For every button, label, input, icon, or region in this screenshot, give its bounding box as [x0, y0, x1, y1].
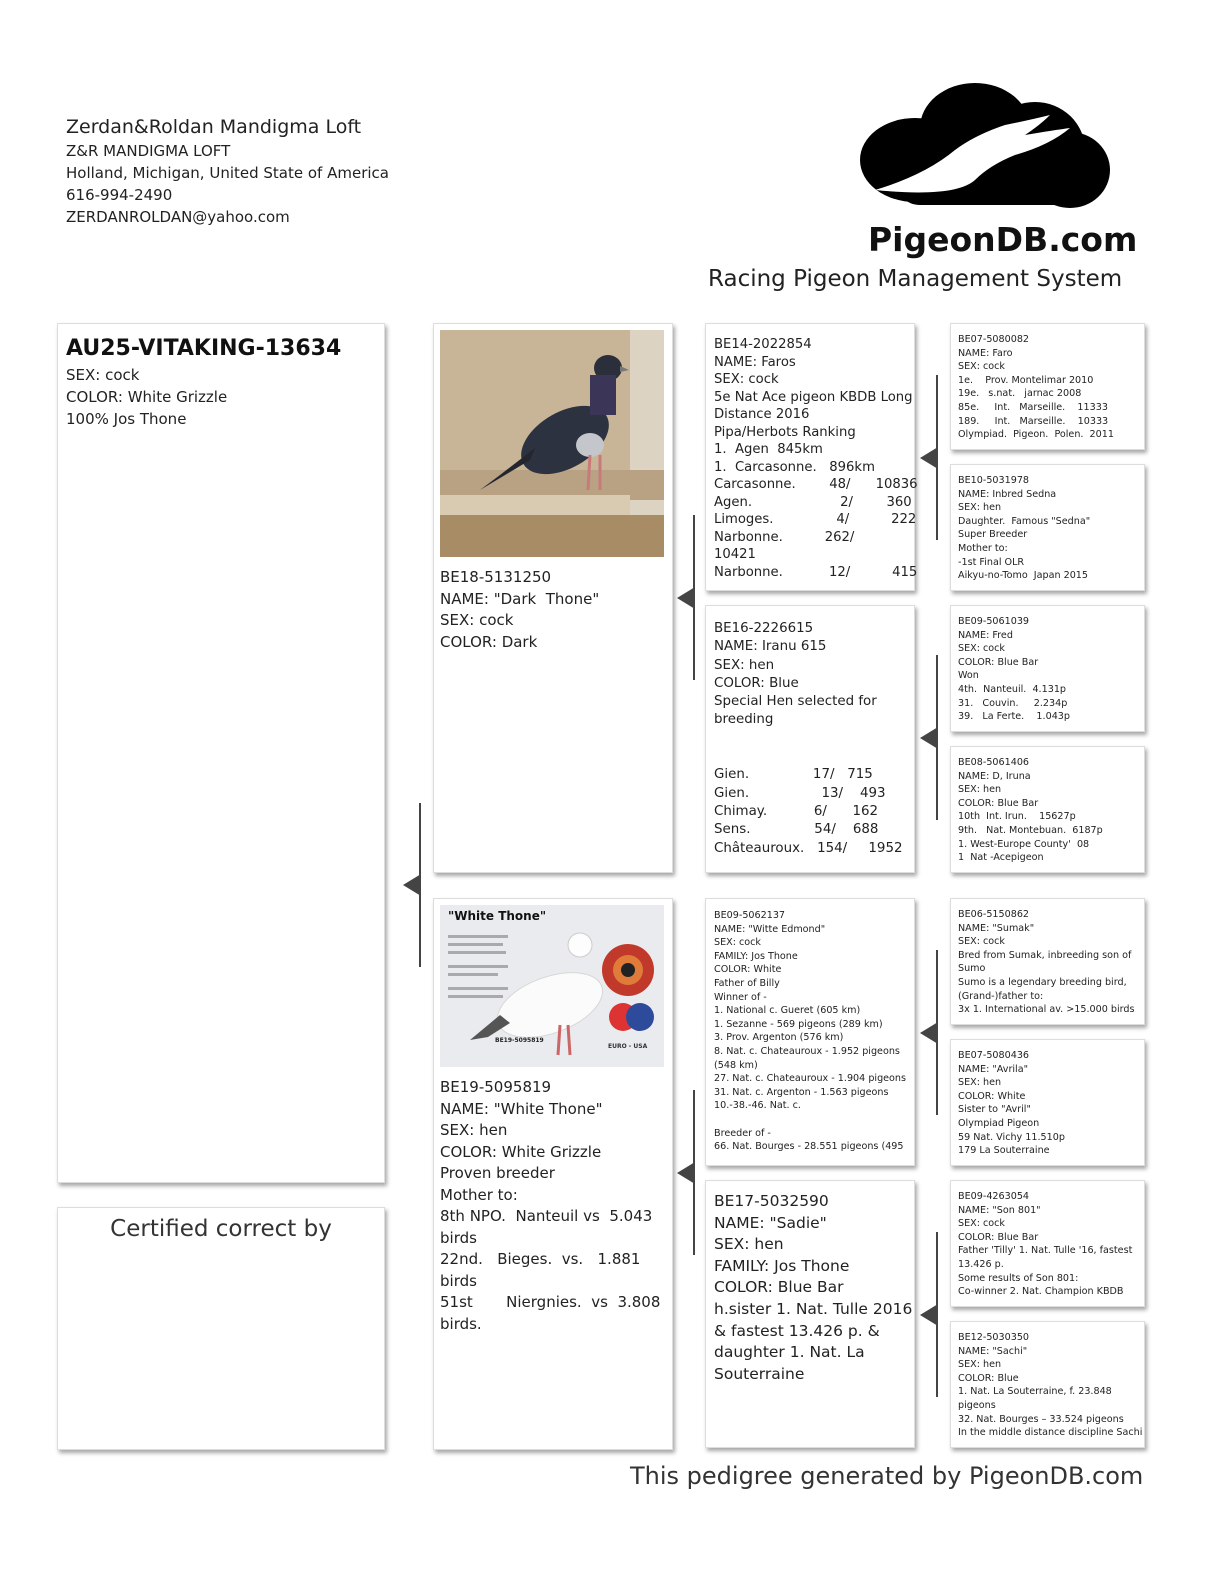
ggp-line: SEX: cock — [958, 361, 1005, 373]
ggp-line: 1e. Prov. Montelimar 2010 — [958, 374, 1094, 386]
ggp-line: 3x 1. International av. >15.000 birds — [958, 1004, 1135, 1016]
great-grandparent-card — [950, 746, 1145, 873]
bracket-arrow — [920, 727, 938, 749]
gp-line: 10421 — [714, 547, 756, 562]
sire-card — [433, 323, 673, 873]
gp-line: Special Hen selected for — [714, 694, 877, 710]
cloud-pigeon-logo-icon — [855, 80, 1115, 215]
ggp-line: 1. Nat. La Souterraine, f. 23.848 — [958, 1386, 1112, 1398]
ggp-line: Sumo is a legendary breeding bird, — [958, 976, 1127, 988]
great-grandparent-card — [950, 1321, 1145, 1448]
ggp-line: Daughter. Famous "Sedna" — [958, 515, 1091, 527]
gp-line: COLOR: Blue Bar — [714, 1278, 844, 1297]
ggp-line: 19e. s.nat. jarnac 2008 — [958, 388, 1082, 400]
subject-line: SEX: cock — [66, 366, 140, 384]
dam-line: birds — [440, 1271, 477, 1290]
ggp-line: Father 'Tilly' 1. Nat. Tulle '16, fastest — [958, 1245, 1133, 1257]
subject-card — [57, 323, 385, 1183]
ggp-line: NAME: Fred — [958, 629, 1013, 641]
gp-line: 31. Nat. c. Argenton - 1.563 pigeons — [714, 1086, 889, 1098]
loft-short-name: Z&R MANDIGMA LOFT — [66, 142, 231, 160]
dam-line: 51st Niergnies. vs 3.808 — [440, 1293, 661, 1311]
loft-name: Zerdan&Roldan Mandigma Loft — [66, 116, 362, 138]
dam-photo-title: "White Thone" — [448, 909, 547, 923]
ggp-line: SEX: cock — [958, 936, 1005, 948]
gp-line: Souterraine — [714, 1364, 805, 1383]
sire-line: BE18-5131250 — [440, 568, 552, 586]
gp-line: breeding — [714, 712, 774, 728]
ggp-line: Some results of Son 801: — [958, 1272, 1079, 1284]
gp-line: Narbonne. 262/ — [714, 529, 855, 545]
ggp-line: pigeons — [958, 1399, 996, 1411]
gp-line: 1. National c. Gueret (605 km) — [714, 1005, 861, 1017]
dam-line: BE19-5095819 — [440, 1078, 552, 1096]
gp-line: NAME: "Witte Edmond" — [714, 923, 826, 935]
owner-info — [66, 114, 389, 228]
ggp-line: Aikyu-no-Tomo Japan 2015 — [958, 570, 1089, 582]
gp-line: SEX: cock — [714, 372, 779, 387]
sire-photo — [440, 330, 664, 557]
dam-line: 22nd. Bieges. vs. 1.881 — [440, 1250, 641, 1268]
ggp-line: Olympiad. Pigeon. Polen. 2011 — [958, 429, 1114, 441]
gp-line: SEX: cock — [714, 937, 761, 949]
ggp-line: In the middle distance discipline Sachi — [958, 1427, 1143, 1439]
ggp-line: Mother to: — [958, 542, 1008, 554]
gp-line: SEX: hen — [714, 657, 775, 673]
great-grandparent-card — [950, 323, 1145, 450]
ggp-line: 10th Int. Irun. 15627p — [958, 811, 1076, 823]
ggp-line: 1. West-Europe County' 08 — [958, 838, 1090, 850]
dam-card — [433, 898, 673, 1450]
pigeondb-logo — [700, 80, 1138, 300]
ggp-line: 32. Nat. Bourges – 33.524 pigeons — [958, 1413, 1124, 1425]
dam-photo — [440, 905, 664, 1067]
grandsire-sire-card — [705, 323, 918, 591]
gp-line: NAME: "Sadie" — [714, 1213, 827, 1232]
dam-line: birds — [440, 1228, 477, 1247]
granddam-sire-card — [705, 605, 915, 873]
gp-line: 3. Prov. Argenton (576 km) — [714, 1032, 844, 1044]
dam-line: Mother to: — [440, 1185, 518, 1204]
gp-line: 66. Nat. Bourges - 28.551 pigeons (495 — [714, 1141, 904, 1153]
gp-line — [714, 1113, 906, 1127]
ggp-line: 59 Nat. Vichy 11.510p — [958, 1131, 1065, 1143]
ggp-line: BE07-5080082 — [958, 334, 1030, 345]
ggp-line: 4th. Nanteuil. 4.131p — [958, 683, 1067, 695]
loft-email: ZERDANROLDAN@yahoo.com — [66, 208, 290, 226]
ggp-line: 1 Nat -Acepigeon — [958, 852, 1044, 864]
dam-line: 8th NPO. Nanteuil vs 5.043 — [440, 1207, 653, 1225]
ggp-line: Co-winner 2. Nat. Champion KBDB — [958, 1286, 1124, 1298]
ggp-line: NAME: Inbred Sedna — [958, 488, 1057, 500]
gp-line: 1. Carcasonne. 896km — [714, 459, 875, 475]
dam-line: SEX: hen — [440, 1121, 508, 1139]
ggp-line: SEX: hen — [958, 502, 1002, 514]
subject-line: COLOR: White Grizzle — [66, 388, 228, 406]
bracket-arrow — [677, 1162, 695, 1184]
gp-line: BE17-5032590 — [714, 1192, 829, 1210]
gp-line — [714, 748, 906, 766]
gp-line: FAMILY: Jos Thone — [714, 1256, 850, 1275]
bracket-arrow — [920, 447, 938, 469]
ggp-line: SEX: hen — [958, 784, 1002, 796]
ggp-line: BE10-5031978 — [958, 475, 1030, 486]
ggp-line: BE09-5061039 — [958, 616, 1030, 627]
certification-box — [57, 1207, 385, 1450]
ggp-line: 85e. Int. Marseille. 11333 — [958, 401, 1108, 413]
dam-info — [440, 1077, 666, 1335]
gp-line: & fastest 13.426 p. & — [714, 1321, 880, 1340]
gp-line: daughter 1. Nat. La — [714, 1343, 865, 1362]
ggp-line: BE09-4263054 — [958, 1191, 1030, 1202]
gp-line: (548 km) — [714, 1059, 758, 1071]
ggp-line: COLOR: Blue Bar — [958, 797, 1039, 809]
gp-line: Pipa/Herbots Ranking — [714, 424, 856, 440]
bracket-arrow — [677, 587, 695, 609]
ggp-line: 189. Int. Marseille. 10333 — [958, 415, 1109, 427]
gp-line: BE09-5062137 — [714, 910, 786, 921]
gp-line — [714, 730, 906, 748]
ggp-line: NAME: D, Iruna — [958, 770, 1031, 782]
gp-line: NAME: Faros — [714, 354, 796, 370]
great-grandparent-card — [950, 898, 1145, 1025]
subject-ring-number: AU25-VITAKING-13634 — [66, 336, 342, 361]
ggp-line: BE12-5030350 — [958, 1332, 1030, 1343]
gp-line: h.sister 1. Nat. Tulle 2016 — [714, 1299, 913, 1318]
ggp-line: SEX: hen — [958, 1359, 1002, 1371]
ggp-line: SEX: cock — [958, 1218, 1005, 1230]
gp-line: Sens. 54/ 688 — [714, 822, 879, 838]
dam-line: COLOR: White Grizzle — [440, 1142, 602, 1161]
great-grandparent-card — [950, 1039, 1145, 1166]
logo-tagline: Racing Pigeon Management System — [708, 266, 1123, 292]
ggp-line: COLOR: White — [958, 1090, 1026, 1102]
gp-line: Distance 2016 — [714, 407, 810, 422]
gp-line: 27. Nat. c. Chateauroux - 1.904 pigeons — [714, 1073, 907, 1085]
great-grandparent-card — [950, 605, 1145, 732]
great-grandparent-card — [950, 464, 1145, 591]
logo-wordmark: PigeonDB.com — [868, 220, 1138, 259]
granddam-dam-card — [705, 1180, 915, 1448]
ggp-line: BE07-5080436 — [958, 1050, 1030, 1061]
gp-line: Châteauroux. 154/ 1952 — [714, 840, 903, 856]
dam-line: NAME: "White Thone" — [440, 1099, 603, 1118]
bracket-arrow — [920, 1304, 938, 1326]
ggp-line: 31. Couvin. 2.234p — [958, 697, 1068, 709]
ggp-line: COLOR: Blue Bar — [958, 656, 1039, 668]
ggp-line: Bred from Sumak, inbreeding son of — [958, 949, 1132, 961]
gp-line: Chimay. 6/ 162 — [714, 803, 879, 819]
ggp-line: NAME: "Sumak" — [958, 922, 1035, 934]
gp-line: SEX: hen — [714, 1235, 784, 1254]
gp-line: Limoges. 4/ 222 — [714, 512, 917, 527]
ggp-line: NAME: Faro — [958, 347, 1013, 359]
ggp-line: 179 La Souterraine — [958, 1145, 1050, 1157]
gp-line: Winner of - — [714, 991, 767, 1003]
certified-label: Certified correct by — [110, 1216, 332, 1242]
gp-line: 5e Nat Ace pigeon KBDB Long — [714, 389, 913, 405]
gp-line: BE16-2226615 — [714, 621, 814, 636]
ggp-line: NAME: "Sachi" — [958, 1345, 1028, 1357]
ggp-line: Sumo — [958, 963, 986, 975]
ggp-line: 13.426 p. — [958, 1258, 1004, 1270]
bracket-arrow — [920, 1022, 938, 1044]
ggp-line: Olympiad Pigeon — [958, 1117, 1040, 1129]
sire-line: SEX: cock — [440, 611, 514, 629]
footer-note: This pedigree generated by PigeonDB.com — [630, 1462, 1144, 1490]
gp-line: BE14-2022854 — [714, 337, 812, 352]
ggp-line: NAME: "Son 801" — [958, 1204, 1041, 1216]
gp-line: Gien. 17/ 715 — [714, 767, 873, 783]
gp-line: Gien. 13/ 493 — [714, 785, 886, 801]
ggp-line: SEX: cock — [958, 643, 1005, 655]
sire-line: NAME: "Dark Thone" — [440, 589, 600, 608]
gp-line: COLOR: Blue — [714, 675, 799, 691]
gp-line: Carcasonne. 48/ 10836 — [714, 477, 918, 492]
gp-line: Narbonne. 12/ 415 — [714, 564, 918, 580]
gp-line: 1. Agen 845km — [714, 442, 823, 457]
gp-line: 10.-38.-46. Nat. c. — [714, 1100, 801, 1112]
ggp-line: SEX: hen — [958, 1077, 1002, 1089]
gp-line: Breeder of - — [714, 1127, 771, 1139]
sire-line: COLOR: Dark — [440, 632, 538, 651]
gp-line: Agen. 2/ 360 — [714, 494, 912, 510]
ggp-line: Sister to "Avril" — [958, 1104, 1031, 1116]
bracket-arrow — [403, 874, 421, 896]
dam-photo-badge: EURO - USA — [608, 1043, 648, 1050]
ggp-line: 39. La Ferte. 1.043p — [958, 711, 1070, 723]
gp-line: COLOR: White — [714, 964, 782, 976]
ggp-line: Won — [958, 670, 979, 682]
gp-line: 8. Nat. c. Chateauroux - 1.952 pigeons — [714, 1045, 900, 1057]
ggp-line: -1st Final OLR — [958, 556, 1025, 568]
ggp-line: BE06-5150862 — [958, 909, 1030, 920]
ggp-line: NAME: "Avrila" — [958, 1063, 1029, 1075]
gp-line: NAME: Iranu 615 — [714, 639, 827, 655]
subject-line: 100% Jos Thone — [66, 410, 187, 428]
dam-line: Proven breeder — [440, 1164, 555, 1182]
ggp-line: (Grand-)father to: — [958, 990, 1044, 1002]
ggp-line: BE08-5061406 — [958, 757, 1030, 768]
dam-line: birds. — [440, 1314, 482, 1333]
ggp-line: COLOR: Blue — [958, 1372, 1019, 1384]
ggp-line: COLOR: Blue Bar — [958, 1231, 1039, 1243]
grandsire-dam-card — [705, 898, 915, 1166]
gp-line: 1. Sezanne - 569 pigeons (289 km) — [714, 1018, 883, 1030]
loft-location: Holland, Michigan, United State of America — [66, 164, 389, 182]
loft-phone: 616-994-2490 — [66, 186, 173, 204]
ggp-line: 9th. Nat. Montebuan. 6187p — [958, 824, 1103, 836]
sire-info — [440, 567, 666, 653]
gp-line: FAMILY: Jos Thone — [714, 950, 798, 962]
great-grandparent-card — [950, 1180, 1145, 1307]
gp-line: Father of Billy — [714, 977, 780, 989]
ggp-line: Super Breeder — [958, 529, 1028, 541]
dam-photo-band: BE19-5095819 — [495, 1037, 544, 1044]
